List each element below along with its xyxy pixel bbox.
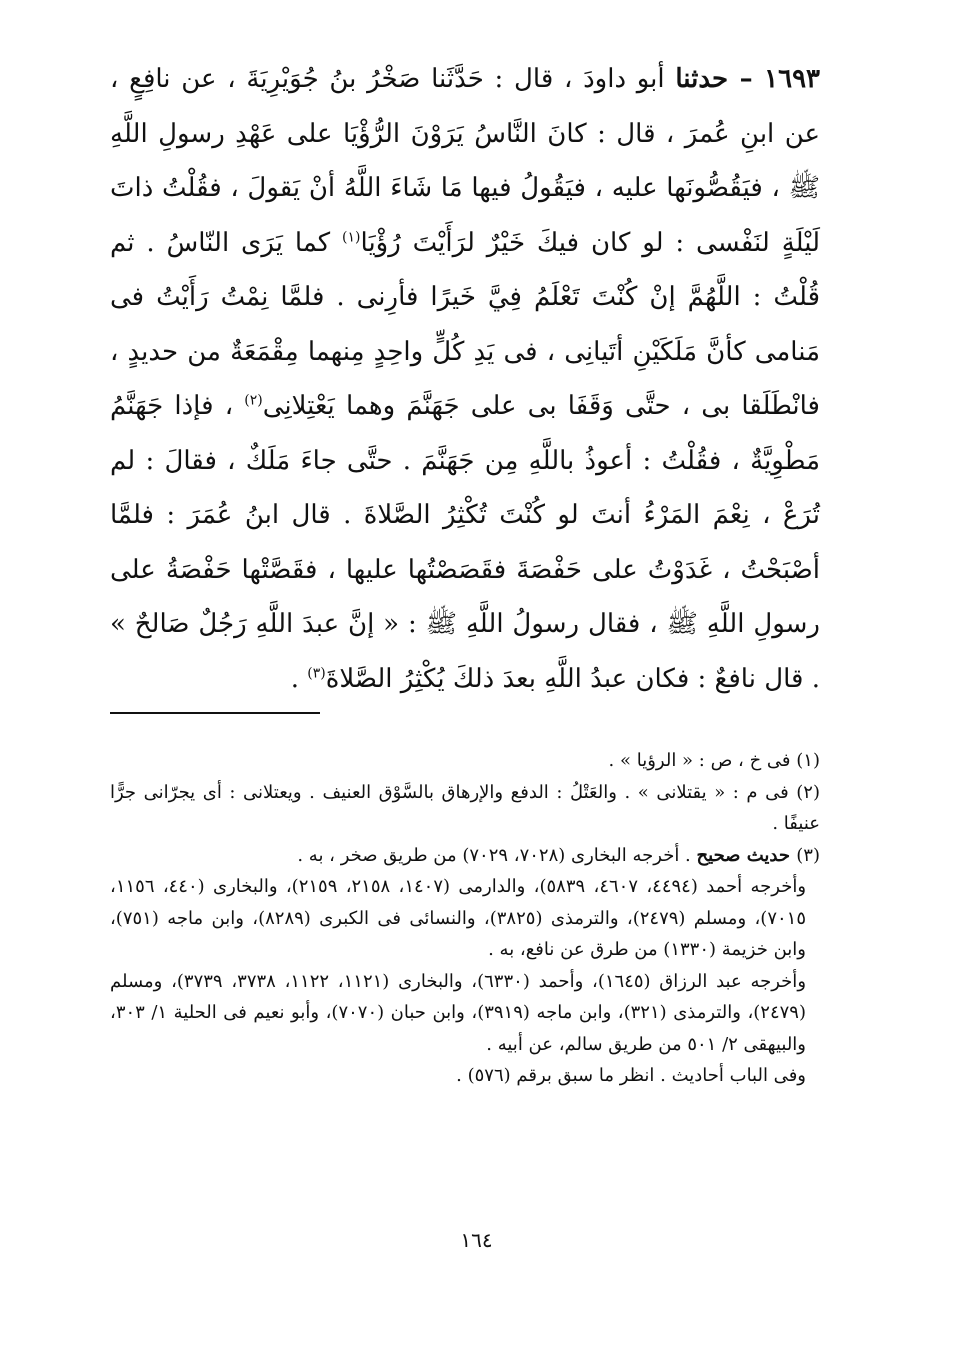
footnote-ref-2: (٢) — [244, 392, 263, 409]
footnote-1 — [110, 745, 820, 777]
footnote-3-paragraph-4: وفى الباب أحاديث . انظر ما سبق برقم (٥٧٦) . — [456, 1065, 806, 1086]
footnote-3-paragraph-2: وأخرجه أحمد (٤٤٩٤، ٤٦٠٧، ٥٨٣٩)، والدارمى (١٤٠٧، ٢١٥٨، ٢١٥٩)، والبخارى (٤٤٠، ١١٥٦، ٧٠١٥)، ومسلم (٢٤٧٩)، والترمذى (٣٨٢٥)، والنسائى فى الكبرى (٨٢٨٩)، وابن ماجه (٧٥١)، وابن خزيمة (١٣٣٠) من طرق عن نافع، به . — [110, 876, 807, 960]
hadith-lead-word: حدثنا — [675, 64, 729, 94]
footnotes-block — [110, 745, 820, 1092]
hadith-dash: – — [728, 64, 765, 94]
footnote-3-text: . أخرجه البخارى (٧٠٢٨، ٧٠٢٩) من طريق صخر ، به . — [297, 844, 697, 866]
footnote-3-grade: حديث صحيح — [696, 844, 797, 866]
footnote-ref-1: (١) — [342, 228, 361, 245]
footnote-3-label: (٣) — [796, 844, 820, 866]
footnote-2-text: فى م : « يقتلانى » . والعَتْلُ : الدفع والإرهاق بالسَّوْق العنيف . ويعتلانى : أى يجرّانى جرًّا عنيفًا . — [110, 781, 820, 834]
page-number: ١٦٤ — [460, 1228, 493, 1252]
hadith-number: ١٦٩٣ — [764, 64, 820, 94]
main-text-block — [110, 52, 820, 706]
hadith-text-part-2: كما يَرَى النّاسُ . ثم قُلْتُ : اللَّهُمَّ إنْ كُنْتَ تَعْلَمُ فِيَّ خَيرًا فأرِنى . فلمَّا نِمْتُ رَأَيْتُ فى مَنامى كأنَّ مَلَكَيْنِ أتَيانِى ، فى يَدِ كُلٍّ واحِدٍ مِنهما مِقْمَعَةٌ من حديدٍ ، فانْطَلَقا بى ، حتَّى وَقَفَا بى على جَهَنَّمَ وهما يَعْتِلانِى — [110, 227, 820, 421]
footnote-3 — [110, 840, 820, 872]
footnote-2-label: (٢) — [796, 781, 820, 803]
hadith-text-part-3: ، فإذا جَهَنَّمُ مَطْوِيَّةٌ ، فقُلْتُ : أعوذُ باللَّهِ مِن جَهَنَّمَ . حتَّى جاءَ مَلَكٌ ، فقالَ : لم تُرَعْ ، نِعْمَ المَرْءُ أنتَ لو كُنْتَ تُكْثِرُ الصَّلاةَ . قال ابنُ عُمَرَ : فلمَّا أصْبَحْتُ ، غَدَوْتُ على حَفْصَةَ فقَصَصْتُها عليها ، فقَصَّتْها حَفْصَةُ على رسولِ اللَّهِ ﷺ ، فقال رسولُ اللَّهِ ﷺ : « إنَّ عبدَ اللَّهِ رَجُلٌ صَالحٌ » . قال نافعٌ : فكان عبدُ اللَّهِ بعدَ ذلكَ يُكْثِرُ الصَّلاةَ — [110, 391, 820, 694]
footnote-1-text: فى خ ، ص : « الرؤيا » . — [608, 750, 797, 771]
footnote-3-paragraph-3: وأخرجه عبد الرزاق (١٦٤٥)، وأحمد (٦٣٣٠)، والبخارى (١١٢١، ١١٢٢، ٣٧٣٨، ٣٧٣٩)، ومسلم (٢٤٧٩)، والترمذى (٣٢١)، وابن ماجه (٣٩١٩)، وابن حبان (٧٠٧٠)، وأبو نعيم فى الحلية ١/ ٣٠٣، والبيهقى ٢/ ٥٠١ من طريق سالم، عن أبيه . — [110, 970, 807, 1055]
footnote-separator — [110, 712, 320, 714]
hadith-text-part-4: . — [290, 663, 308, 694]
hadith-paragraph — [110, 52, 820, 706]
footnote-ref-3: (٣) — [307, 664, 326, 681]
hadith-text-part-1: أبو داودَ ، قال : حَدَّثَنا صَخْرُ بنُ جُوَيْرِيَةَ ، عن نافِعٍ ، عن ابنِ عُمرَ ، قال : كانَ النَّاسُ يَرَوْنَ الرُّؤْيَا على عَهْدِ رسولِ اللَّهِ ﷺ ، فيَقُصُّونَها عليه ، فيَقُولُ فيها مَا شَاءَ اللَّهُ أنْ يَقولَ ، فقُلْتُ ذاتَ لَيْلَةٍ لنَفْسى : لو كان فيكَ خَيْرٌ لرَأَيْتَ رُؤْيَا — [110, 64, 821, 258]
footnote-1-label: (١) — [796, 750, 820, 771]
footnote-2 — [110, 777, 820, 840]
